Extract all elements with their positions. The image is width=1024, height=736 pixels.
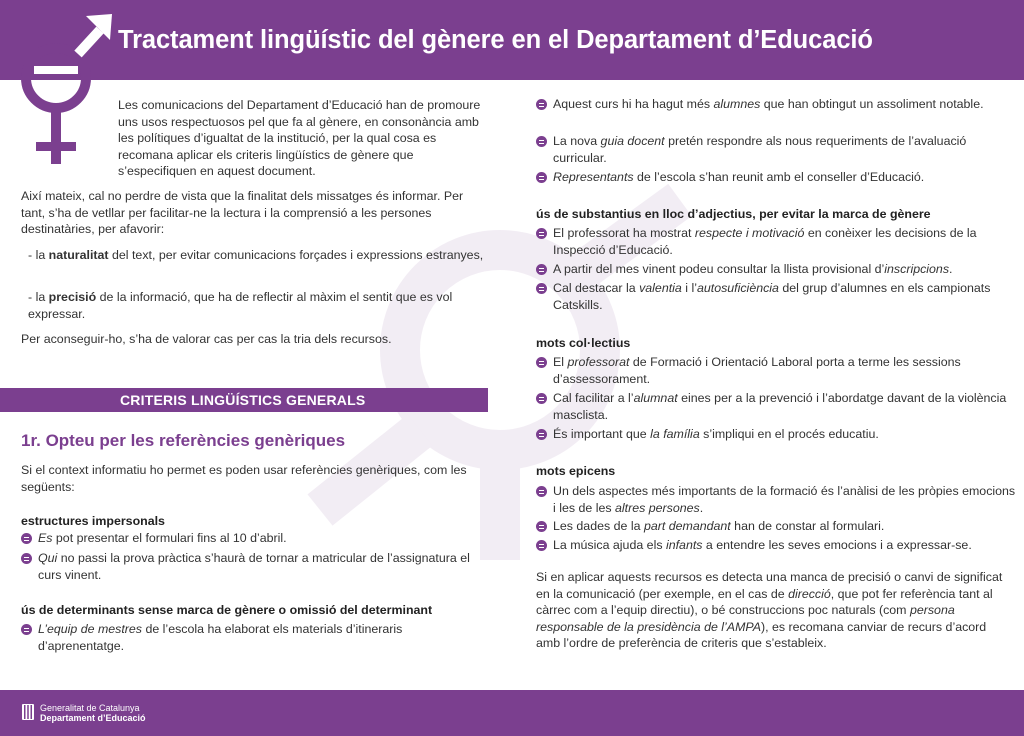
section-bar (0, 388, 488, 412)
list-item: La música ajuda els infants a entendre les seves emocions i a expressar-se. (536, 537, 1021, 554)
group-title-impersonals: estructures impersonals (21, 514, 165, 528)
bullet-icon (21, 533, 32, 544)
list-item: És important que la família s’impliqui en el procés educatiu. (536, 426, 1021, 443)
bullet-icon (536, 228, 547, 239)
intro-paragraph-3: Per aconseguir-ho, s’ha de valorar cas per cas la tria dels recursos. (21, 332, 392, 346)
bullet-icon (536, 429, 547, 440)
closing-paragraph: Si en aplicar aquests recursos es detecta una manca de precisió o canvi de significat en la comunicació (per exemple, en el cas de direcció, que pot fer referència tant al càrrec com a l’equip directiu), o bé construccions poc naturals (com persona responsable de la presidència de l’AMPA), es recomana canviar de recurs d’acord amb l’ordre de preferència de criteris que s’estableix. (536, 570, 1003, 650)
bullet-icon (21, 553, 32, 564)
list-item: El professorat ha mostrat respecte i motivació en conèixer les decisions de la Inspecció d’Educació. (536, 225, 1021, 258)
generalitat-logo-icon (22, 704, 34, 720)
bullet-icon (536, 486, 547, 497)
bullet-icon (536, 393, 547, 404)
group-title-collectius: mots col·lectius (536, 336, 631, 350)
footer-department: Departament d’Educació (40, 713, 146, 723)
list-item-naturalitat: - la naturalitat del text, per evitar comunicacions forçades i expressions estranyes, (28, 248, 484, 262)
list-item: Les dades de la part demandant han de constar al formulari. (536, 518, 1021, 535)
group-title-determinants: ús de determinants sense marca de gènere o omissió del determinant (21, 603, 433, 617)
bullet-icon (21, 624, 32, 635)
bullet-icon (536, 264, 547, 275)
intro-paragraph: Les comunicacions del Departament d’Educació han de promoure uns usos respectuosos pel que fa al gènere, en consonància amb les polítiques d’igualtat de la institució, per la qual cosa es recomana aplicar els criteris lingüístics de gènere que s’especifiquen en aquest document. (118, 98, 481, 178)
bullet-icon (536, 172, 547, 183)
bullet-icon (536, 540, 547, 551)
list-item: La nova guia docent pretén respondre als nous requeriments de l’avaluació curricular. (536, 133, 1021, 166)
bullet-icon (536, 136, 547, 147)
list-item: A partir del mes vinent podeu consultar la llista provisional d’inscripcions. (536, 261, 1021, 278)
list-item: Es pot presentar el formulari fins al 10 d’abril. (21, 530, 486, 547)
list-item: Aquest curs hi ha hagut més alumnes que han obtingut un assoliment notable. (536, 96, 1021, 113)
section-title: CRITERIS LINGÜÍSTICS GENERALS (120, 392, 366, 408)
group-title-substantius: ús de substantius en lloc d’adjectius, per evitar la marca de gènere (536, 207, 931, 221)
list-item: Un dels aspectes més importants de la formació és l’anàlisi de les pròpies emocions i les de les altres persones. (536, 483, 1021, 516)
gender-symbol-icon (16, 6, 116, 174)
bullet-icon (536, 357, 547, 368)
list-item: Representants de l’escola s’han reunit amb el conseller d’Educació. (536, 169, 1021, 186)
list-item: Cal facilitar a l’alumnat eines per a la prevenció i l’abordatge davant de la violència masclista. (536, 390, 1021, 423)
rule-intro: Si el context informatiu ho permet es poden usar referències genèriques, com les següents: (21, 463, 467, 494)
bullet-icon (536, 283, 547, 294)
bullet-icon (536, 521, 547, 532)
rule-heading: 1r. Opteu per les referències genèriques (21, 431, 346, 450)
group-title-epicens: mots epicens (536, 464, 616, 478)
list-item: Qui no passi la prova pràctica s’haurà de tornar a matricular de l’assignatura el curs vinent. (21, 550, 486, 583)
list-item-precisio: - la precisió de la informació, que ha de reflectir al màxim el sentit que es vol expressar. (28, 290, 453, 321)
list-item: L’equip de mestres de l’escola ha elaborat els materials d’itineraris d’aprenentatge. (21, 621, 486, 654)
list-item: El professorat de Formació i Orientació Laboral porta a terme les sessions d’assessorament. (536, 354, 1021, 387)
list-item: Cal destacar la valentia i l’autosuficiència del grup d’alumnes en els campionats Catskills. (536, 280, 1021, 313)
footer-org: Generalitat de Catalunya (40, 703, 140, 713)
footer-bar (0, 690, 1024, 736)
intro-paragraph-2: Així mateix, cal no perdre de vista que la finalitat dels missatges és informar. Per tant, s’ha de vetllar per facilitar-ne la lectura i la comprensió a les persones destinatàries, per afavorir: (21, 189, 464, 236)
bullet-icon (536, 99, 547, 110)
page-title: Tractament lingüístic del gènere en el Departament d’Educació (118, 26, 873, 54)
